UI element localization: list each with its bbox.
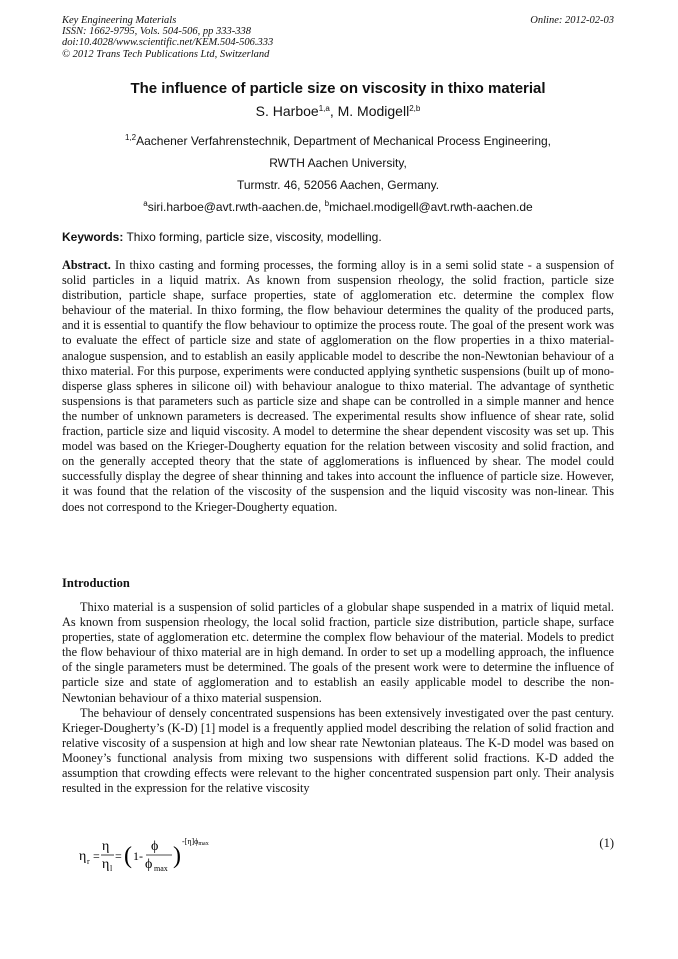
exponent-base: -[η]ϕ [182, 837, 199, 846]
affiliation-line-3: Turmstr. 46, 52056 Aachen, Germany. [236, 178, 440, 192]
keywords-line [62, 230, 614, 244]
subscript-max: max [154, 864, 168, 873]
email-a-mark: a [143, 199, 148, 208]
abstract-text: In thixo casting and forming processes, the forming alloy is in a semi solid state - a suspension of solid particles in a liquid matrix. As known from suspension rheology, the solid fraction, particle size distribution, particle shape, surface properties, state of agglomeration etc. determine the complex flow behaviour of the material. In thixo forming, the flow behaviour determines the quality of the produced parts, and it is essential to quantify the flow behaviour to optimize the process route. The goal of the present work was to evaluate the effect of particle size and state of agglomeration on the flow properties in a thixo material-analogue suspension, and to establish an easily applicable model to describe the non-Newtonian behaviour of a thixo material. For this purpose, experiments were conducted applying synthetic suspensions (built up of mono-disperse glass spheres in silicone oil) with behaviour analogue to thixo material. The advantage of synthetic suspensions is that parameters such as particle size and shape can be controlled in a simple manner and hence the number of unknown parameters is decreased. The experimental results show influence of shear rate, solid fraction, particle size and liquid viscosity. A model to determine the shear dependent viscosity was set up. This model was based on the Krieger-Dougherty equation for the relation between viscosity and solid fraction, and on the generally accepted theory that the state of agglomerations is influenced by shear. The model could successfully display the degree of shear thinning and takes into account the influence of particle size. However, it was found that the relation of the viscosity of the suspension and the liquid viscosity was non-linear. This does not correspond to the Krieger-Dougherty equation. [62, 258, 614, 514]
denominator-phi: ϕ [145, 857, 153, 872]
right-parenthesis: ) [173, 843, 181, 869]
author-2-affiliation-mark: 2,b [409, 104, 421, 113]
author-1-name: S. Harboe [255, 103, 319, 119]
denominator-eta: η [102, 857, 110, 872]
author-2-name: M. Modigell [337, 103, 410, 119]
equation-number: (1) [599, 836, 614, 850]
affiliation-mark: 1,2 [124, 133, 137, 142]
online-date: Online: 2012-02-03 [530, 15, 614, 26]
introduction-paragraph-2: The behaviour of densely concentrated suspensions has been extensively investigated over the past century. Krieger-Dougherty’s (K-D) [1] model is a frequently applied model describing the relation of solid fraction and relative viscosity of a suspension at high and low shear rate Newtonian plateaus. The K-D model was based on Mooney’s functional analysis from mixing two suspensions with different solid fractions. K-D added the assumption that crowding effects were relevant to the higher concentrated suspension part only. Their analysis resulted in the expression for the relative viscosity [62, 705, 614, 796]
numerator-eta: η [102, 839, 110, 854]
author-1-affiliation-mark: 1,a [318, 104, 330, 113]
introduction-heading: Introduction [62, 576, 130, 590]
left-parenthesis: ( [124, 843, 132, 869]
affiliation-block [62, 130, 614, 218]
paper-title: The influence of particle size on viscosity in thixo material [130, 80, 546, 97]
keywords-text: Thixo forming, particle size, viscosity, modelling. [123, 230, 382, 244]
email-line [62, 196, 614, 218]
journal-name: Key Engineering Materials [62, 15, 177, 26]
equals-sign-2: = [115, 849, 122, 863]
introduction-paragraph-1: Thixo material is a suspension of solid particles of a globular shape suspended in a matrix of liquid metal. As known from suspension rheology, the local solid fraction, particle size distribution, particle shape, surface properties, state of agglomeration etc. determine the complex flow behaviour of the material. Models to predict the flow behaviour of thixo material are in high demand. In order to set up a modelling approach, the influence of the single parameters must be determined. The goals of the present work were to determine the influence of particle size and state of agglomeration and to establish an easily applicable model to describe the non-Newtonian behaviour of a thixo material suspension. [62, 600, 614, 705]
abstract [62, 258, 614, 515]
keywords-label: Keywords: [62, 230, 124, 244]
publication-metadata [62, 15, 614, 60]
subscript-r: r [87, 857, 90, 866]
email-b-mark: b [324, 199, 330, 208]
eta-symbol: η [79, 849, 87, 864]
equation-graphic [78, 836, 238, 876]
numerator-phi: ϕ [151, 839, 159, 854]
introduction-body [62, 600, 614, 796]
abstract-label: Abstract. [62, 258, 111, 272]
doi-line: doi:10.4028/www.scientific.net/KEM.504-506.333 [62, 37, 274, 49]
exponent-subscript: max [198, 841, 209, 847]
author-list [62, 103, 614, 119]
issn-line: ISSN: 1662-9795, Vols. 504-506, pp 333-338 [62, 26, 251, 38]
subscript-l: l [110, 864, 113, 873]
author-separator: , [329, 103, 338, 119]
exponent [182, 837, 209, 847]
equation-1 [78, 836, 238, 876]
one-minus: 1- [133, 849, 143, 863]
email-a: siri.harboe@avt.rwth-aachen.de, [147, 200, 325, 214]
affiliation-line-1: $^{1,2}$Aachener Verfahrenstechnik, Department of Mechanical Process Engineering, [124, 133, 552, 148]
copyright-line: © 2012 Trans Tech Publications Ltd, Switzerland [62, 48, 270, 60]
equals-sign: = [93, 849, 100, 863]
email-b: michael.modigell@avt.rwth-aachen.de [329, 200, 533, 214]
affiliation-line-2: RWTH Aachen University, [269, 156, 407, 170]
